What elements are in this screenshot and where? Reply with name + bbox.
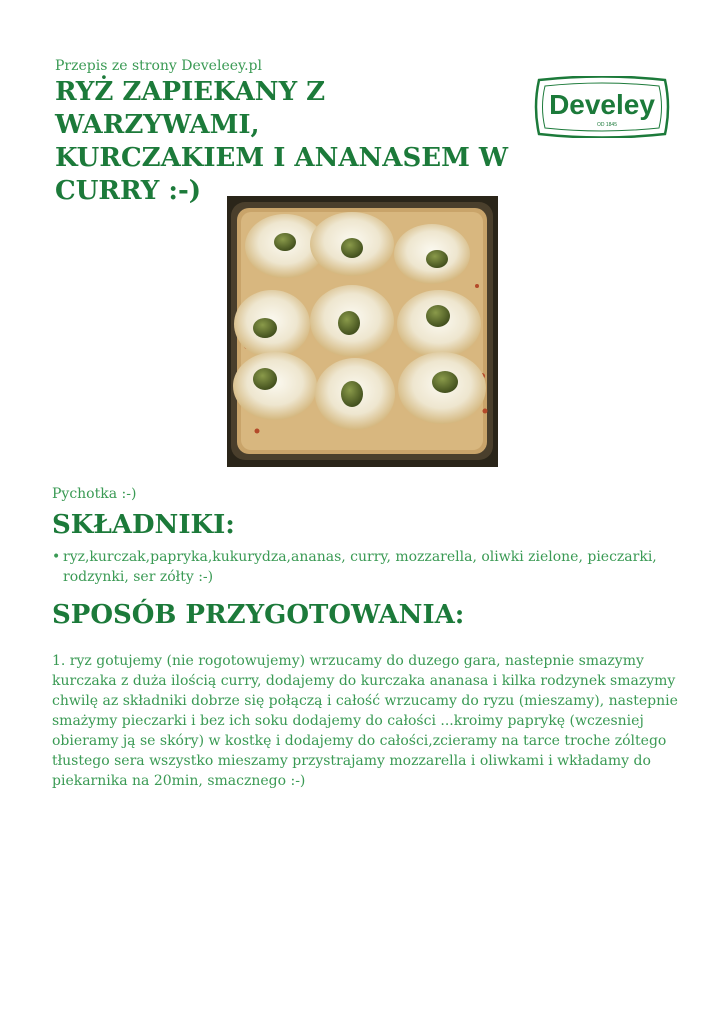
logo-since: OD 1845 [596,122,618,128]
ingredients-heading: SKŁADNIKI: [52,510,235,540]
casserole-photo [227,196,498,467]
method-heading: SPOSÓB PRZYGOTOWANIA: [52,600,465,630]
title-line: KURCZAKIEM I ANANASEM W [55,143,509,173]
bullet-icon: • [52,549,61,565]
develey-logo [533,76,671,138]
recipe-title [55,76,525,208]
photo-caption: Pychotka :-) [52,486,137,502]
method-text: 1. ryz gotujemy (nie rogotowujemy) wrzucamy do duzego gara, nastepnie smazymy kurczaka z duża ilością curry, dodajemy do kurczaka ananasa i kilka rodzynek smazymy chwilę az składniki dobrze się połączą i całość wrzucamy do ryzu (mieszamy), nastepnie smażymy pieczarki i bez ich soku dodajemy do całości ...kroimy paprykę (wczesniej obieramy ją se skóry) w kostkę i dodajemy do całości,zcieramy na tarce troche zóltego tłustego sera wszystko mieszamy przystrajamy mozzarella i oliwkami i wkładamy do piekarnika na 20min, smacznego :-) [52,653,678,789]
ingredients-list [52,547,672,587]
title-line: CURRY :-) [55,176,202,206]
title-line: RYŻ ZAPIEKANY Z WARZYWAMI, [55,77,326,140]
list-item [52,547,672,587]
ingredient-text: ryz,kurczak,papryka,kukurydza,ananas, curry, mozzarella, oliwki zielone, pieczarki, rodzynki, ser zółty :-) [63,549,657,585]
source-line: Przepis ze strony Develeey.pl [55,58,262,74]
logo-wordmark: Develey [549,89,655,120]
